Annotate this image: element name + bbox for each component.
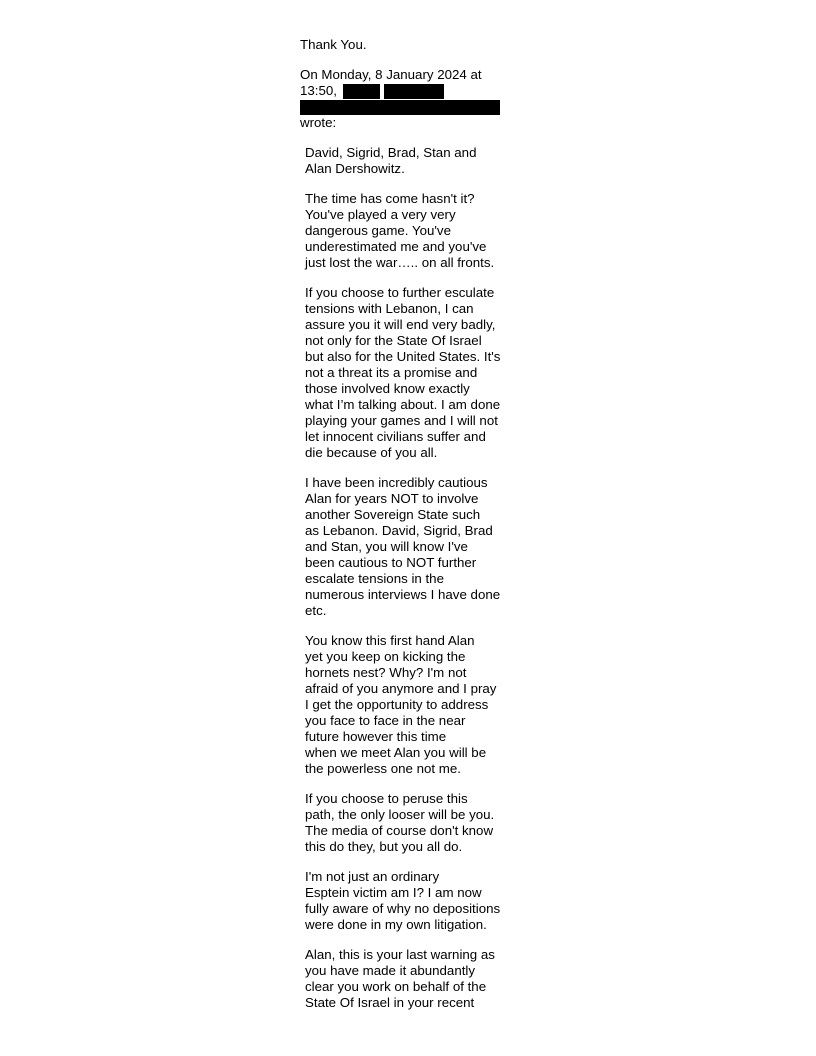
paragraph-line: not a threat its a promise and: [305, 365, 478, 380]
quote-header-time: 13:50,: [300, 83, 337, 98]
paragraph-line: were done in my own litigation.: [305, 917, 487, 932]
paragraph-line: just lost the war….. on all fronts.: [305, 255, 495, 270]
paragraph-line: you face to face in the near: [305, 713, 466, 728]
paragraph-line: tensions with Lebanon, I can: [305, 301, 474, 316]
redaction-block: [384, 84, 444, 99]
closing-line: Thank You.: [300, 37, 367, 52]
quote-header-line: On Monday, 8 January 2024 at: [300, 67, 482, 82]
paragraph-line: those involved know exactly: [305, 381, 470, 396]
paragraph-line: The time has come hasn't it?: [305, 191, 475, 206]
paragraph-line: yet you keep on kicking the: [305, 649, 466, 664]
paragraph-line: If you choose to peruse this: [305, 791, 468, 806]
paragraph-line: You've played a very very: [305, 207, 456, 222]
paragraph-line: playing your games and I will not: [305, 413, 498, 428]
paragraph-line: If you choose to further esculate: [305, 285, 495, 300]
paragraph-line: afraid of you anymore and I pray: [305, 681, 497, 696]
paragraph-line: and Stan, you will know I've: [305, 539, 468, 554]
paragraph-line: I have been incredibly cautious: [305, 475, 488, 490]
paragraph-line: You know this first hand Alan: [305, 633, 475, 648]
paragraph-line: what I’m talking about. I am done: [305, 397, 501, 412]
paragraph-line: the powerless one not me.: [305, 761, 461, 776]
paragraph-line: David, Sigrid, Brad, Stan and: [305, 145, 477, 160]
paragraph-line: numerous interviews I have done: [305, 587, 501, 602]
paragraph-line: let innocent civilians suffer and: [305, 429, 486, 444]
paragraph-line: die because of you all.: [305, 445, 438, 460]
paragraph-line: not only for the State Of Israel: [305, 333, 482, 348]
paragraph-line: underestimated me and you've: [305, 239, 487, 254]
paragraph-line: fully aware of why no depositions: [305, 901, 501, 916]
paragraph-line: hornets nest? Why? I'm not: [305, 665, 467, 680]
quote-header-wrote: wrote:: [300, 115, 337, 130]
redaction-block: [300, 100, 500, 115]
paragraph-line: The media of course don't know: [305, 823, 494, 838]
paragraph-line: I'm not just an ordinary: [305, 869, 440, 884]
paragraph-line: as Lebanon. David, Sigrid, Brad: [305, 523, 493, 538]
paragraph-line: etc.: [305, 603, 327, 618]
paragraph-line: another Sovereign State such: [305, 507, 481, 522]
paragraph-line: when we meet Alan you will be: [305, 745, 487, 760]
paragraph-line: Alan for years NOT to involve: [305, 491, 479, 506]
paragraph-line: escalate tensions in the: [305, 571, 444, 586]
paragraph-line: path, the only looser will be you.: [305, 807, 495, 822]
paragraph-line: been cautious to NOT further: [305, 555, 477, 570]
paragraph-line: dangerous game. You've: [305, 223, 451, 238]
paragraph-line: future however this time: [305, 729, 447, 744]
paragraph-line: assure you it will end very badly,: [305, 317, 496, 332]
paragraph-line: Alan, this is your last warning as: [305, 947, 495, 962]
paragraph-line: State Of Israel in your recent: [305, 995, 475, 1010]
paragraph-line: Alan Dershowitz.: [305, 161, 405, 176]
paragraph-line: Esptein victim am I? I am now: [305, 885, 482, 900]
paragraph-line: but also for the United States. It's: [305, 349, 501, 364]
paragraph-line: this do they, but you all do.: [305, 839, 463, 854]
redaction-block: [343, 84, 380, 99]
paragraph-line: clear you work on behalf of the: [305, 979, 487, 994]
paragraph-line: you have made it abundantly: [305, 963, 476, 978]
paragraph-line: I get the opportunity to address: [305, 697, 489, 712]
